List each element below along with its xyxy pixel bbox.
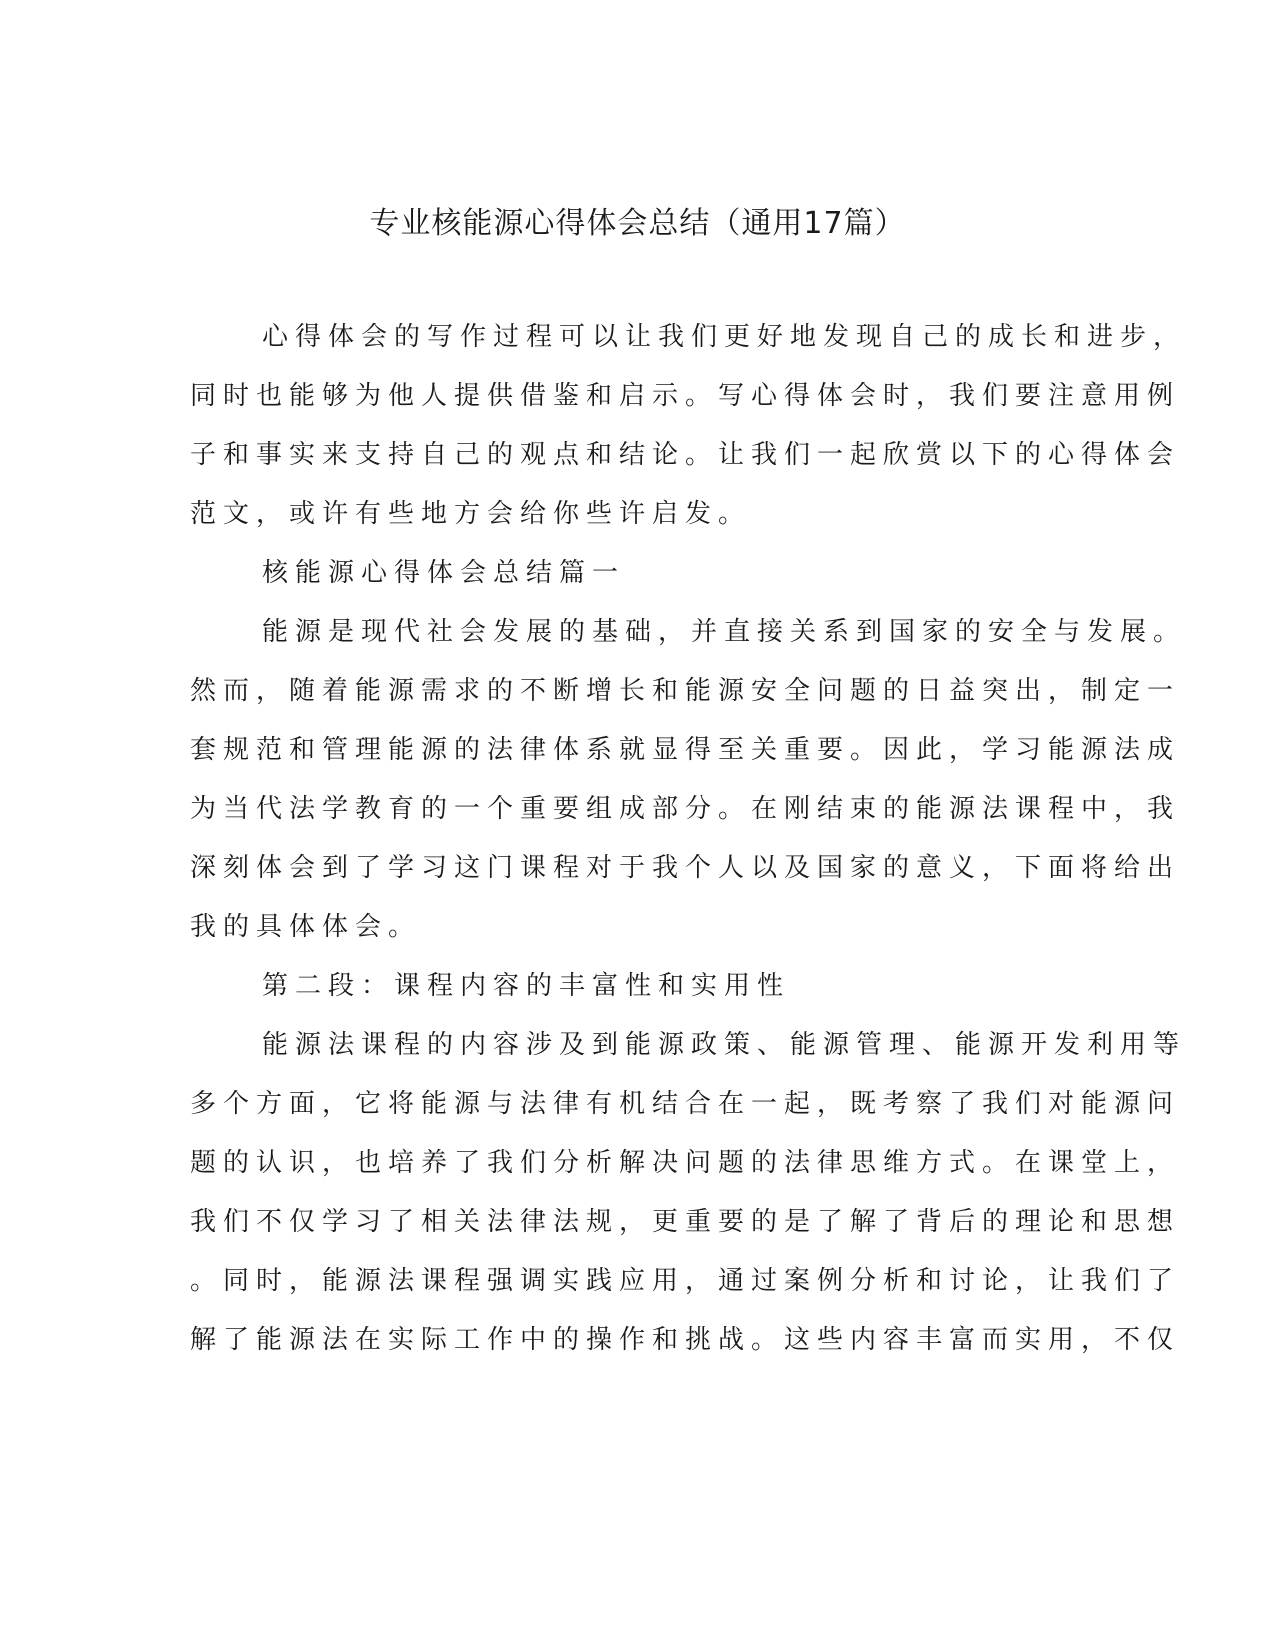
paragraph-line: 解了能源法在实际工作中的操作和挑战。这些内容丰富而实用，不仅: [190, 1325, 1181, 1355]
paragraph-line: 套规范和管理能源的法律体系就显得至关重要。因此，学习能源法成: [190, 735, 1181, 765]
section-heading: 核能源心得体会总结篇一: [262, 558, 626, 588]
section-heading: 第二段：课程内容的丰富性和实用性: [262, 971, 791, 1001]
paragraph-line: 多个方面，它将能源与法律有机结合在一起，既考察了我们对能源问: [190, 1089, 1181, 1119]
paragraph-line: 深刻体会到了学习这门课程对于我个人以及国家的意义，下面将给出: [190, 853, 1181, 883]
paragraph-line: 题的认识，也培养了我们分析解决问题的法律思维方式。在课堂上，: [190, 1148, 1181, 1178]
paragraph-line: 子和事实来支持自己的观点和结论。让我们一起欣赏以下的心得体会: [190, 440, 1181, 470]
paragraph-line: 范文，或许有些地方会给你些许启发。: [190, 499, 752, 529]
paragraph-line: 。同时，能源法课程强调实践应用，通过案例分析和讨论，让我们了: [190, 1266, 1181, 1296]
paragraph-line: 然而，随着能源需求的不断增长和能源安全问题的日益突出，制定一: [190, 676, 1181, 706]
paragraph-line: 心得体会的写作过程可以让我们更好地发现自己的成长和进步，: [262, 322, 1187, 352]
paragraph-line: 同时也能够为他人提供借鉴和启示。写心得体会时，我们要注意用例: [190, 381, 1181, 411]
document-title: 专业核能源心得体会总结（通用17篇）: [369, 206, 906, 241]
paragraph-line: 能源法课程的内容涉及到能源政策、能源管理、能源开发利用等: [262, 1030, 1187, 1060]
paragraph-line: 我的具体体会。: [190, 912, 422, 942]
paragraph-line: 能源是现代社会发展的基础，并直接关系到国家的安全与发展。: [262, 617, 1187, 647]
paragraph-line: 我们不仅学习了相关法律法规，更重要的是了解了背后的理论和思想: [190, 1207, 1181, 1237]
paragraph-line: 为当代法学教育的一个重要组成部分。在刚结束的能源法课程中，我: [190, 794, 1181, 824]
